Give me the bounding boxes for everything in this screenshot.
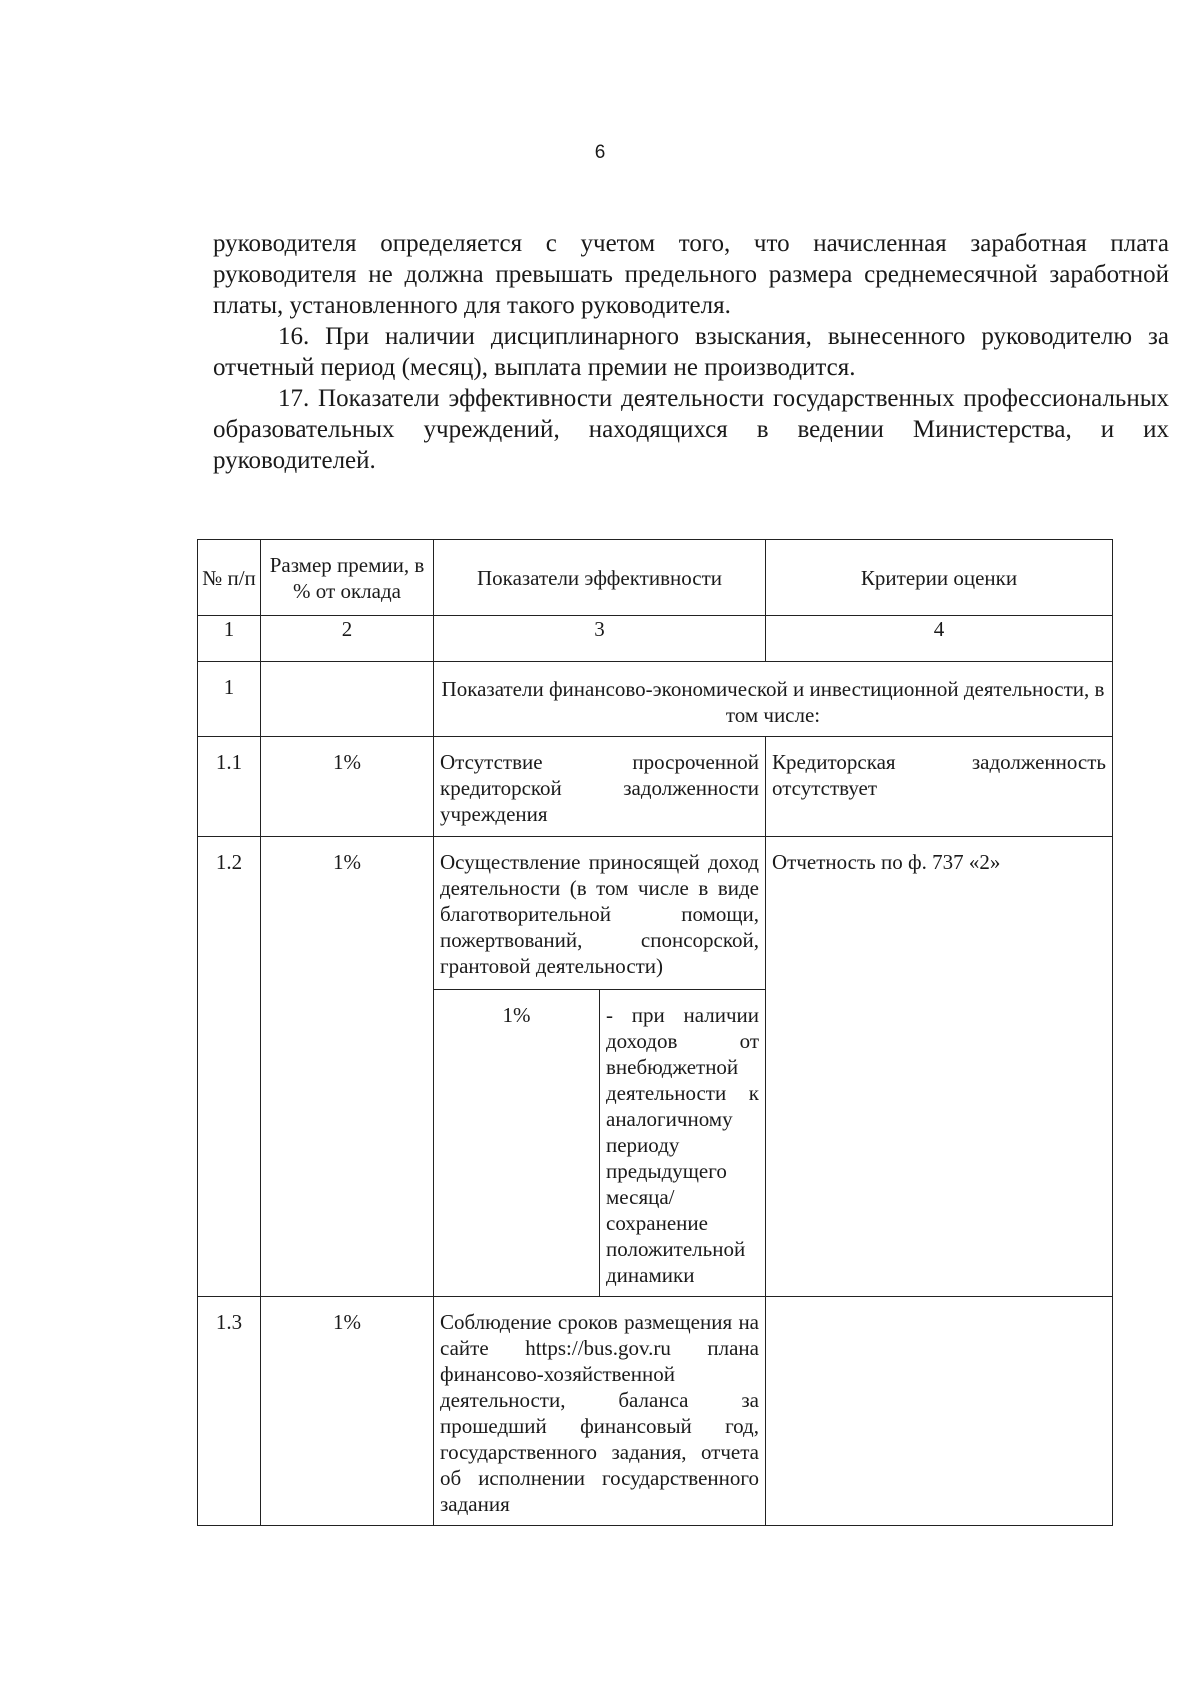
row-indicator-cell [434, 837, 766, 1297]
row-pct: 1% [261, 1297, 434, 1526]
row-pct: 1% [261, 837, 434, 1297]
table-row [198, 1297, 1113, 1526]
section-num: 1 [198, 662, 261, 737]
row-criteria: Кредиторская задолженность отсутствует [766, 737, 1113, 837]
row-indicator: Осуществление приносящей доход деятельности (в том числе в виде благотворительной помощи, пожертвований, спонсорской, грантовой деятельности) [434, 837, 765, 990]
paragraph-1: руководителя определяется с учетом того, что начисленная заработная плата руководителя не должна превышать предельного размера среднемесячной заработной платы, установленного для такого руководителя. [213, 230, 1169, 319]
col-number-2: 2 [261, 616, 434, 662]
page-number: 6 [594, 142, 606, 163]
row-num: 1.2 [198, 837, 261, 1297]
row-criteria [766, 1297, 1113, 1526]
header-indicators: Показатели эффективности [434, 540, 766, 616]
row-pct: 1% [261, 737, 434, 837]
row-criteria: Отчетность по ф. 737 «2» [766, 837, 1113, 1297]
paragraph-16: 16. При наличии дисциплинарного взыскания, вынесенного руководителю за отчетный период (месяц), выплата премии не производится. [213, 323, 1169, 381]
header-criteria: Критерии оценки [766, 540, 1113, 616]
row-num: 1.1 [198, 737, 261, 837]
body-text [213, 228, 1169, 476]
col-number-3: 3 [434, 616, 766, 662]
header-bonus: Размер премии, в % от оклада [261, 540, 434, 616]
sub-indicator: - при наличии доходов от внебюджетной деятельности к аналогичному периоду предыдущего месяца/сохранение положительной динамики [606, 1003, 759, 1287]
section-row [198, 662, 1113, 737]
header-num: № п/п [198, 540, 261, 616]
indicators-table [197, 539, 1113, 1526]
nested-indicator-table [434, 837, 765, 1296]
sub-pct: 1% [434, 990, 600, 1297]
section-title: Показатели финансово-экономической и инвестиционной деятельности, в том числе: [434, 662, 1113, 737]
row-indicator: Соблюдение сроков размещения на сайте https://bus.gov.ru плана финансово-хозяйственной деятельности, баланса за прошедший финансовый год, государственного задания, отчета об исполнении государственного задания [434, 1297, 766, 1526]
table-row [198, 737, 1113, 837]
col-number-1: 1 [198, 616, 261, 662]
paragraph-17: 17. Показатели эффективности деятельности государственных профессиональных образовательных учреждений, находящихся в ведении Министерства, и их руководителей. [213, 385, 1169, 474]
row-num: 1.3 [198, 1297, 261, 1526]
column-numbers-row [198, 616, 1113, 662]
table-header-row [198, 540, 1113, 616]
col-number-4: 4 [766, 616, 1113, 662]
row-indicator: Отсутствие просроченной кредиторской задолженности учреждения [434, 737, 766, 837]
table-row [198, 837, 1113, 1297]
section-empty [261, 662, 434, 737]
